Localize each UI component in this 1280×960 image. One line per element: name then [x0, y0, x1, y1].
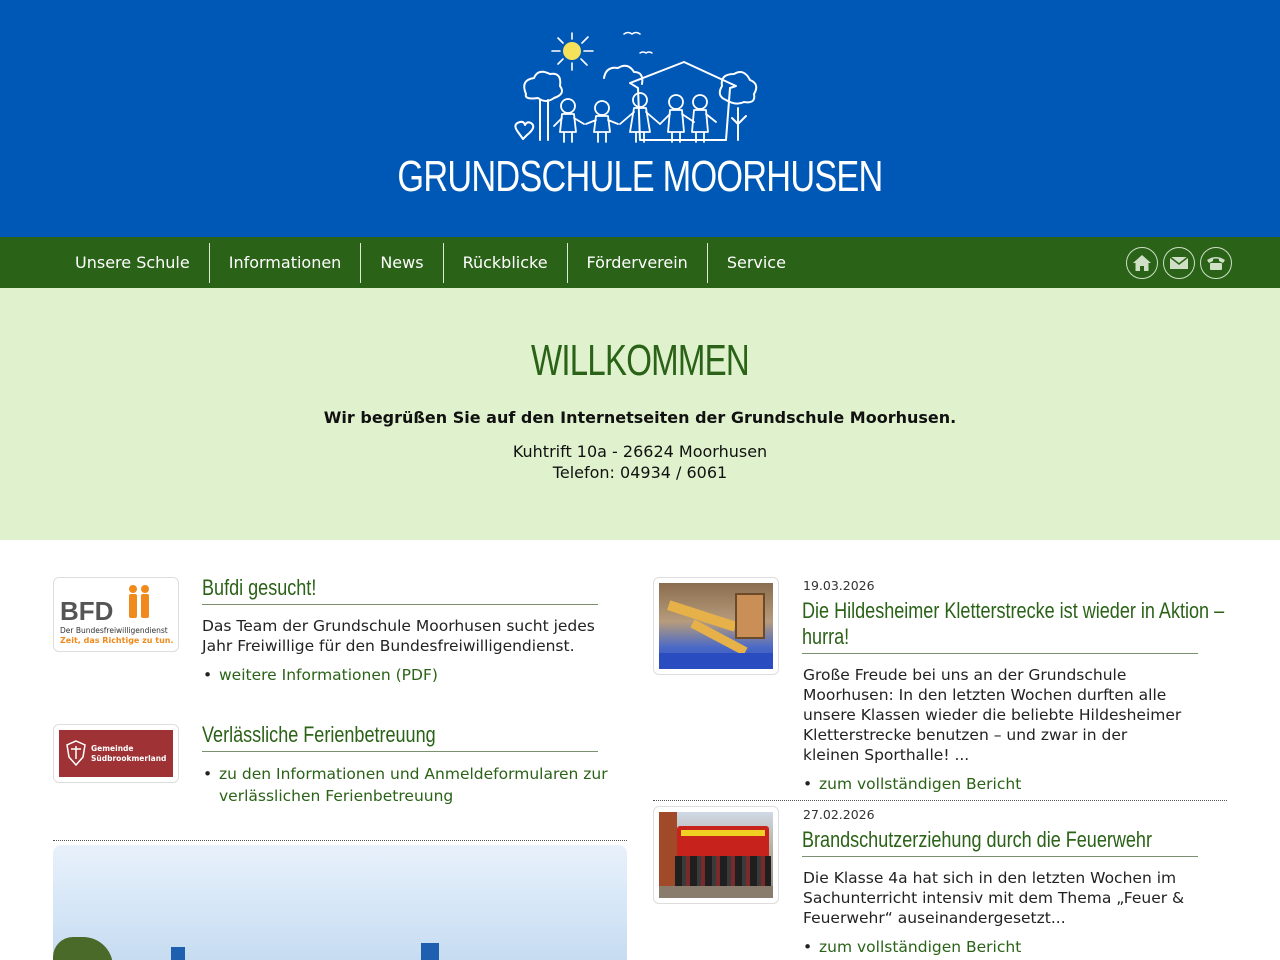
news-title-line: hurra! — [802, 624, 850, 649]
mail-icon[interactable] — [1163, 247, 1195, 279]
news-date: 19.03.2026 — [803, 578, 875, 593]
coat-of-arms-icon — [65, 739, 87, 767]
main-navigation — [0, 237, 1280, 288]
school-logo-drawing[interactable] — [500, 28, 780, 153]
heading-divider — [202, 604, 598, 605]
news-title-line: Die Hildesheimer Kletterstrecke ist wieder in Aktion – — [802, 598, 1225, 623]
gemeinde-logo-sub: Südbrookmerland — [91, 754, 167, 763]
ferienbetreuung-heading[interactable]: Verlässliche Ferienbetreuung — [202, 722, 436, 747]
ferienbetreuung-link[interactable]: • zu den Informationen und Anmeldeformularen zur verlässlichen Ferienbetreuung — [203, 763, 613, 807]
nav-item-informationen[interactable]: Informationen — [209, 243, 361, 283]
bfd-logo[interactable] — [53, 577, 179, 652]
site-header — [0, 0, 1280, 237]
heading-divider — [202, 751, 598, 752]
gemeinde-logo[interactable] — [53, 724, 179, 783]
bufdi-link[interactable]: • weitere Informationen (PDF) — [203, 664, 603, 686]
school-address — [0, 441, 1280, 483]
nav-item-unsere-schule[interactable]: Unsere Schule — [75, 253, 190, 272]
news-date: 27.02.2026 — [803, 807, 875, 822]
phone-line: Telefon: 04934 / 6061 — [552, 463, 728, 482]
phone-icon[interactable] — [1200, 247, 1232, 279]
school-photo[interactable] — [53, 845, 627, 960]
heading-divider — [802, 856, 1198, 857]
home-icon[interactable] — [1126, 247, 1158, 279]
welcome-section — [0, 288, 1280, 540]
bufdi-text: Das Team der Grundschule Moorhusen sucht jedes Jahr Freiwillige für den Bundesfreiwilligendienst. — [202, 617, 595, 655]
nav-item-service[interactable]: Service — [707, 243, 805, 283]
bfd-logo-tagline: Zeit, das Richtige zu tun. — [60, 636, 174, 645]
news-image-feuerwehr[interactable] — [653, 806, 779, 904]
news-text: Die Klasse 4a hat sich in den letzten Wochen im Sachunterricht intensiv mit dem Thema „Feuer & Feuerwehr“ auseinandergesetzt... — [803, 869, 1185, 927]
bufdi-heading[interactable]: Bufdi gesucht! — [202, 575, 317, 600]
news-read-more-link[interactable]: • zum vollständigen Bericht — [803, 773, 1183, 795]
news-text: Große Freude bei uns an der Grundschule Moorhusen: In den letzten Wochen durften alle unsere Klassen wieder die beliebte Hildesheimer Kletterstrecke benutzen – und zwar in der kleinen Sporthalle! ... — [803, 666, 1182, 764]
news-divider — [653, 800, 1227, 801]
welcome-title: WILLKOMMEN — [530, 336, 750, 385]
site-title[interactable]: GRUNDSCHULE MOORHUSEN — [397, 152, 883, 201]
bfd-logo-main: BFD — [60, 596, 114, 626]
section-divider — [53, 840, 627, 841]
address-line: Kuhtrift 10a - 26624 Moorhusen — [512, 442, 768, 461]
news-title-feuerwehr[interactable]: Brandschutzerziehung durch die Feuerwehr — [802, 827, 1152, 852]
news-image-kletterstrecke[interactable] — [653, 577, 779, 675]
heading-divider — [802, 653, 1198, 654]
welcome-lead: Wir begrüßen Sie auf den Internetseiten der Grundschule Moorhusen. — [323, 408, 957, 427]
nav-item-foerderverein[interactable]: Förderverein — [567, 243, 707, 283]
news-title-kletterstrecke[interactable] — [802, 598, 1224, 650]
news-read-more-link[interactable]: • zum vollständigen Bericht — [803, 936, 1183, 958]
people-icon — [124, 584, 154, 620]
nav-item-rueckblicke[interactable]: Rückblicke — [443, 243, 567, 283]
bfd-logo-sub: Der Bundesfreiwilligendienst — [60, 626, 168, 635]
nav-item-news[interactable]: News — [360, 243, 442, 283]
gemeinde-logo-main: Gemeinde — [91, 744, 134, 753]
